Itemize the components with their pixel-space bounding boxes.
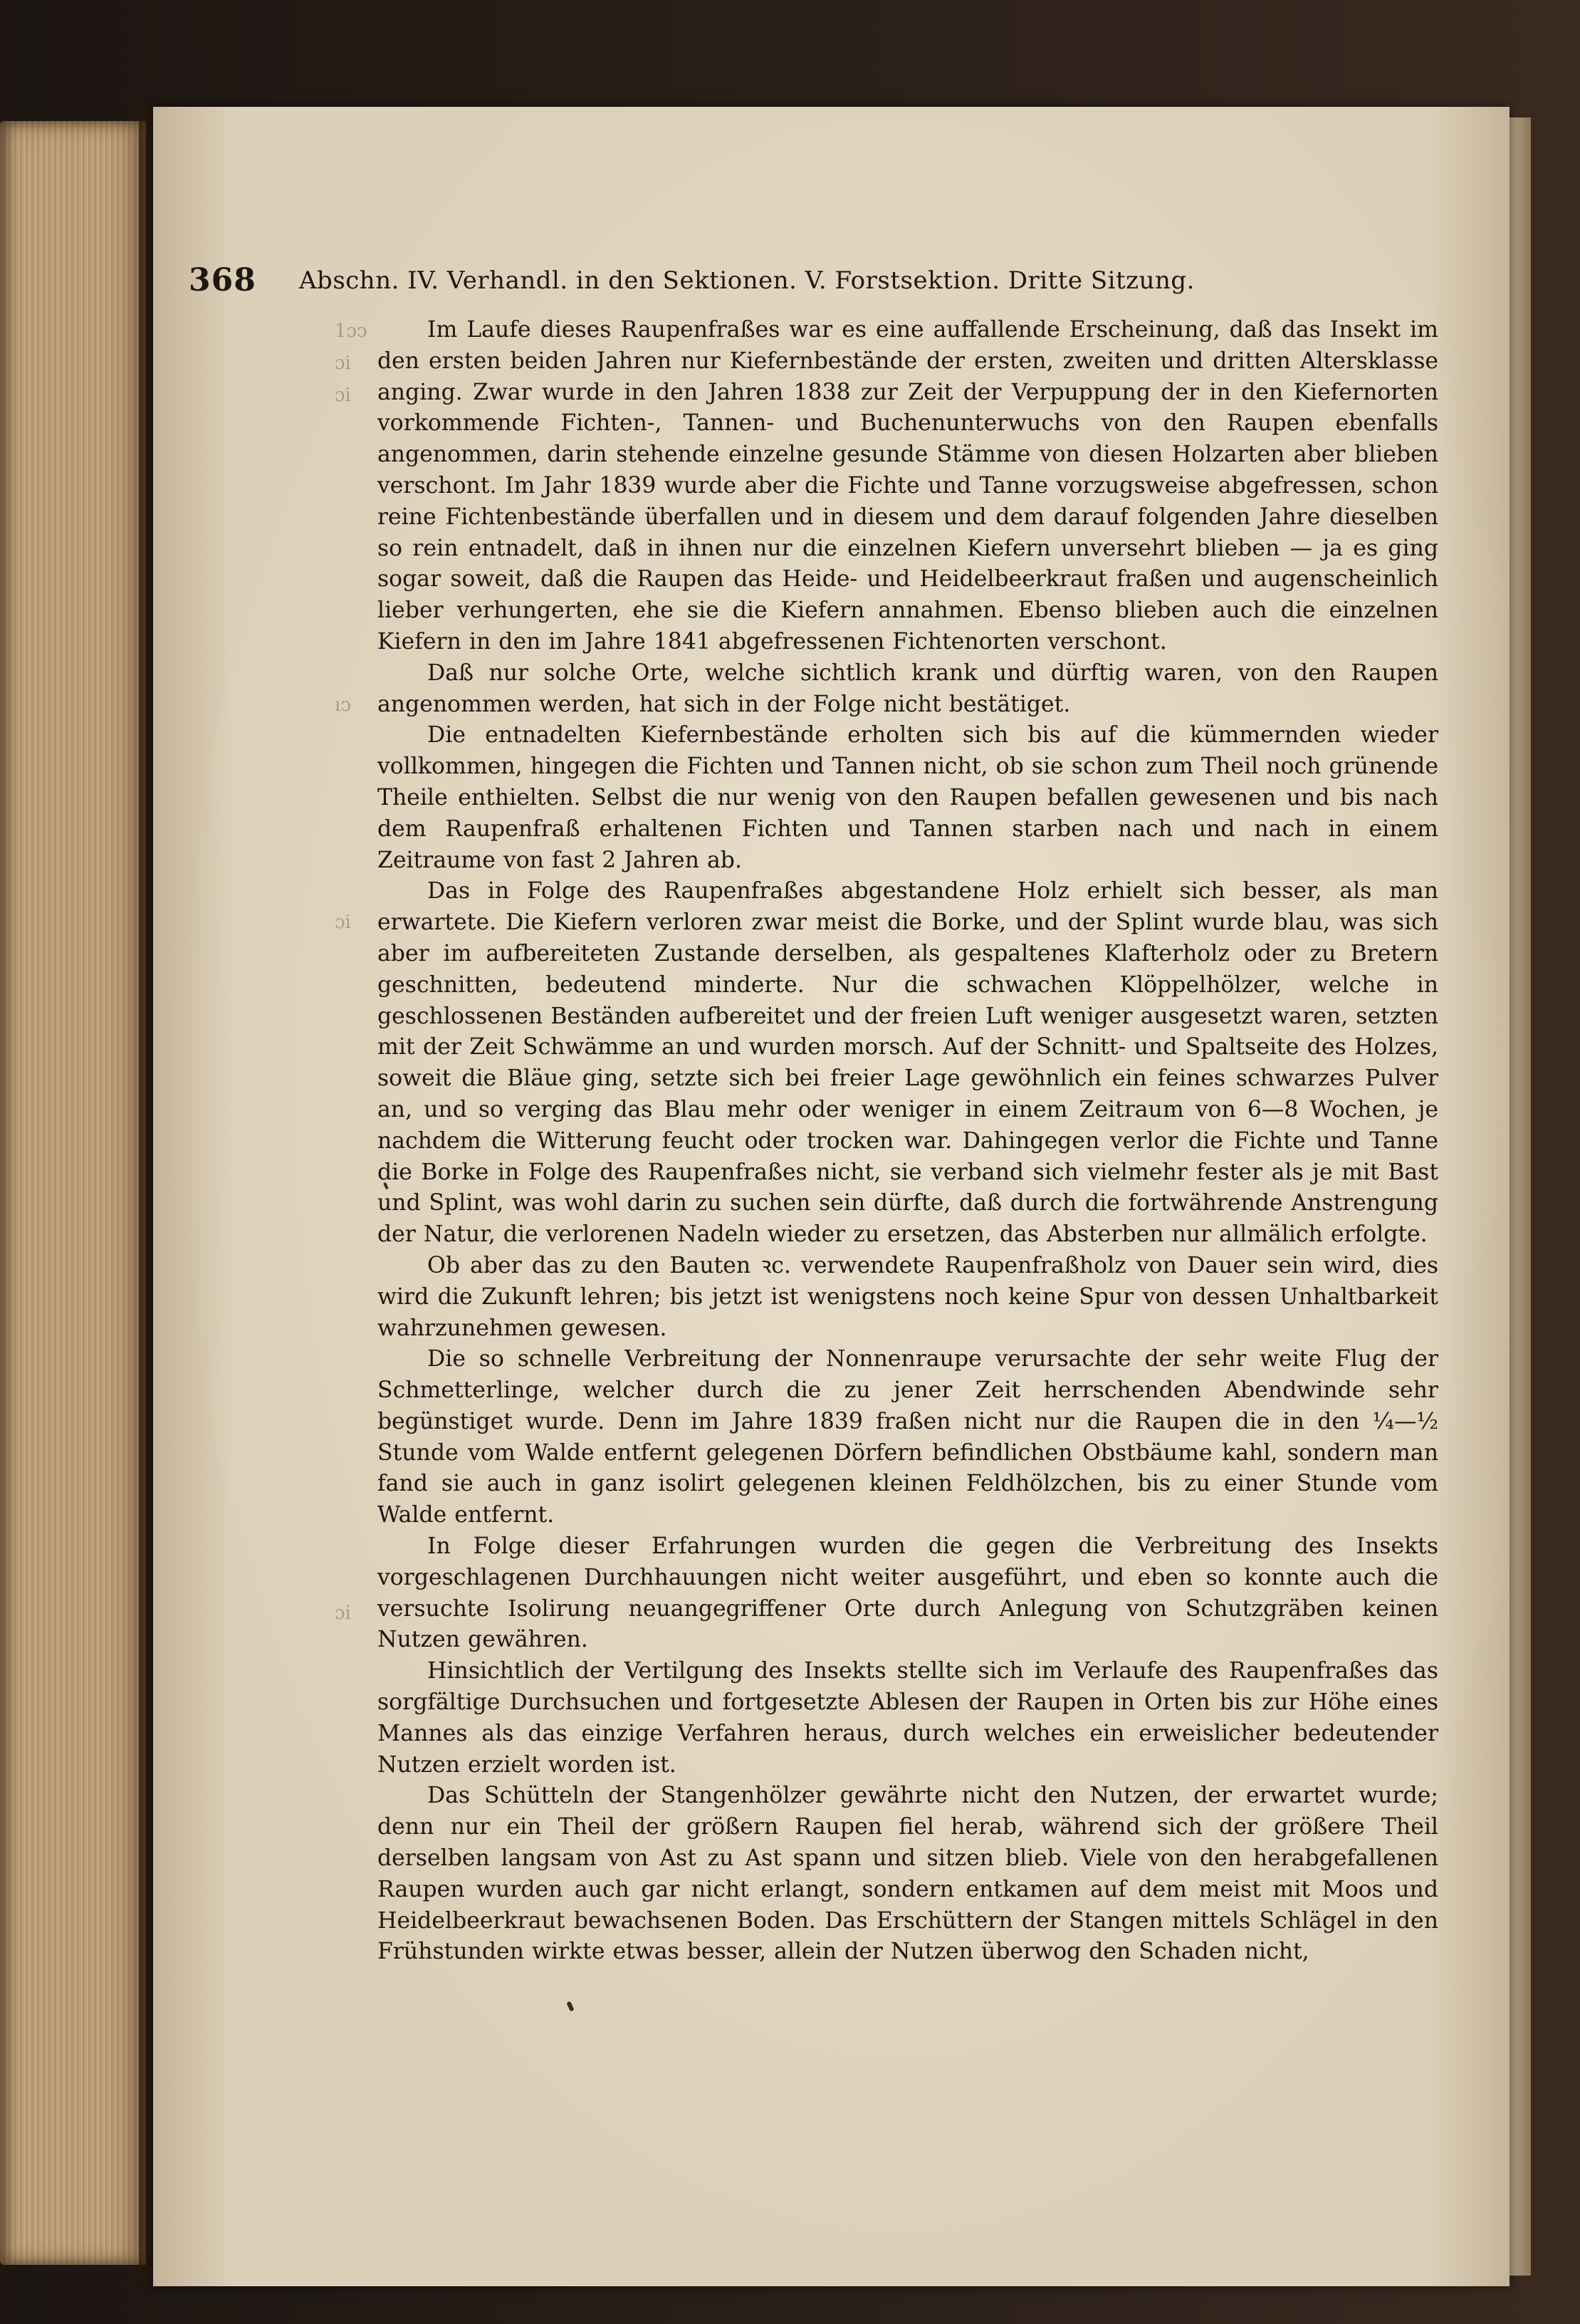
show-through-mark: ɔi [335, 385, 351, 406]
show-through-mark: ıↄ [335, 694, 351, 716]
show-through-mark: ɔi [335, 912, 351, 933]
paragraph: In Folge dieser Erfahrungen wurden die gegen die Verbreitung des Insekts vorgeschlagenen Durchhauungen nicht weiter ausgeführt, und eben so konnte auch die versuchte Isolirung neuangegriffener Orte durch Anlegung von Schutzgräben keinen Nutzen gewähren. [377, 1533, 1438, 1653]
paragraph: Hinsichtlich der Vertilgung des Insekts stellte sich im Verlaufe des Raupenfraßes das sorgfältige Durchsuchen und fortgesetzte Ablesen der Raupen in Orten bis zur Höhe eines Mannes als das einzige Verfahren heraus, durch welches ein erweislicher bedeutender Nutzen erzielt worden ist. [377, 1658, 1438, 1778]
show-through-mark: ɔi [335, 353, 351, 374]
paragraph: Das in Folge des Raupenfraßes abgestandene Holz erhielt sich besser, als man erwartete. Die Kiefern verloren zwar meist die Borke, und der Splint wurde blau, was sich aber im aufbereiteten Zustande derselben, als gespaltenes Klafterholz oder zu Bretern geschnitten, bedeutend minderte. Nur die schwachen Klöppelhölzer, welche in geschlossenen Beständen aufbereitet und der freien Luft weniger ausgesetzt waren, setzten mit der Zeit Schwämme an und wurden morsch. Auf der Schnitt- und Spaltseite des Holzes, soweit die Bläue ging, setzte sich bei freier Lage gewöhnlich ein feines schwarzes Pulver an, und so verging das Blau mehr oder weniger in einem Zeitraum von 6—8 Wochen, je nachdem die Witterung feucht oder trocken war. Dahingegen verlor die Fichte und Tanne die Borke in Folge des Raupenfraßes nicht, sie verband sich vielmehr fester als je mit Bast und Splint, was wohl darin zu suchen sein dürfte, daß durch die fortwährende Anstrengung der Natur, die verlorenen Nadeln wieder zu ersetzen, das Absterben nur allmälich erfolgte. [377, 878, 1438, 1248]
paragraph: Die entnadelten Kiefernbestände erholten sich bis auf die kümmernden wieder vollkommen, hingegen die Fichten und Tannen nicht, ob sie schon zum Theil noch grünende Theile enthielten. Selbst die nur wenig von den Raupen befallen gewesenen und bis nach dem Raupenfraß erhaltenen Fichten und Tannen starben nach und nach in einem Zeitraume von fast 2 Jahren ab. [377, 722, 1438, 873]
page-right-edge [1510, 118, 1531, 2276]
running-head-title: Abschn. IV. Verhandl. in den Sektionen. V. Forstsektion. Dritte Sitzung. [299, 266, 1195, 295]
paragraph: Die so schnelle Verbreitung der Nonnenraupe verursachte der sehr weite Flug der Schmetterlinge, welcher durch die zu jener Zeit herrschenden Abendwinde sehr begünstiget wurde. Denn im Jahre 1839 fraßen nicht nur die Raupen die in den ¼—½ Stunde vom Walde entfernt gelegenen Dörfern befindlichen Obstbäume kahl, sondern man fand sie auch in ganz isolirt gelegenen kleinen Feldhölzchen, bis zu einer Stunde vom Walde entfernt. [377, 1346, 1438, 1528]
show-through-mark: 1ɔↄ [335, 321, 367, 342]
paragraph: Im Laufe dieses Raupenfraßes war es eine auffallende Erscheinung, daß das Insekt im den ersten beiden Jahren nur Kiefernbestände der ersten, zweiten und dritten Altersklasse anging. Zwar wurde in den Jahren 1838 zur Zeit der Verpuppung der in den Kiefernorten vorkommende Fichten-, Tannen- und Buchenunterwuchs von den Raupen ebenfalls angenommen, darin stehende einzelne gesunde Stämme von diesen Holzarten aber blieben verschont. Im Jahr 1839 wurde aber die Fichte und Tanne vorzugsweise abgefressen, schon reine Fichtenbestände überfallen und in diesem und dem darauf folgenden Jahre dieselben so rein entnadelt, daß in ihnen nur die einzelnen Kiefern unversehrt blieben — ja es ging sogar soweit, daß die Raupen das Heide- und Heidelbeerkraut fraßen und augenscheinlich lieber verhungerten, ehe sie die Kiefern annahmen. Ebenso blieben auch die einzelnen Kiefern in den im Jahre 1841 abgefressenen Fichtenorten verschont. [377, 317, 1438, 655]
page-number: 368 [189, 262, 256, 298]
paragraph: Das Schütteln der Stangenhölzer gewährte nicht den Nutzen, der erwartet wurde; denn nur ein Theil der größern Raupen fiel herab, während sich der größere Theil derselben langsam von Ast zu Ast spann und sitzen blieb. Viele von den herabgefallenen Raupen wurden auch gar nicht erlangt, sondern entkamen auf dem meist mit Moos und Heidelbeerkraut bewachsenen Boden. Das Erschüttern der Stangen mittels Schlägel in den Frühstunden wirkte etwas besser, allein der Nutzen überwog den Schaden nicht, [377, 1783, 1438, 1965]
body-text [377, 315, 1438, 1968]
show-through-mark: ɔi [335, 1603, 351, 1624]
running-head [189, 262, 1442, 305]
paragraph: Daß nur solche Orte, welche sichtlich krank und dürftig waren, von den Raupen angenommen werden, hat sich in der Folge nicht bestätiget. [377, 660, 1438, 717]
book-page-edges [0, 121, 146, 2265]
paragraph: Ob aber das zu den Bauten ꝛc. verwendete Raupenfraßholz von Dauer sein wird, dies wird die Zukunft lehren; bis jetzt ist wenigstens noch keine Spur von dessen Unhaltbarkeit wahrzunehmen gewesen. [377, 1252, 1438, 1341]
